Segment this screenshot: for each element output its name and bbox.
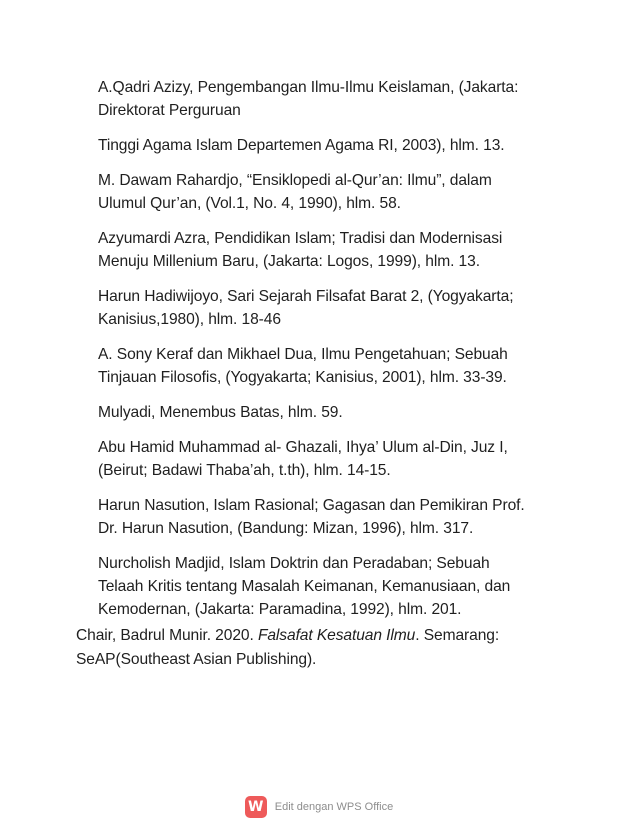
reference-line: Ulumul Qur’an, (Vol.1, No. 4, 1990), hlm. 58. <box>98 195 401 212</box>
reference-line: Mulyadi, Menembus Batas, hlm. 59. <box>98 404 343 421</box>
bibliography-entry <box>76 624 596 672</box>
reference-item <box>98 494 598 540</box>
reference-item <box>98 343 598 389</box>
reference-line: Tinjauan Filosofis, (Yogyakarta; Kanisius, 2001), hlm. 33-39. <box>98 369 507 386</box>
wps-footer[interactable] <box>0 796 638 818</box>
reference-line: A.Qadri Azizy, Pengembangan Ilmu-Ilmu Keislaman, (Jakarta: <box>98 79 519 96</box>
reference-item <box>98 134 598 157</box>
bibliography-title: Falsafat Kesatuan Ilmu <box>257 627 416 644</box>
reference-line: Harun Hadiwijoyo, Sari Sejarah Filsafat Barat 2, (Yogyakarta; <box>98 288 514 305</box>
reference-line: Kanisius,1980), hlm. 18-46 <box>98 311 281 328</box>
reference-line: Tinggi Agama Islam Departemen Agama RI, 2003), hlm. 13. <box>98 137 505 154</box>
wps-logo-icon[interactable]: W <box>245 796 267 818</box>
bibliography-suffix: . Semarang: <box>415 627 500 644</box>
reference-item <box>98 76 598 122</box>
reference-line: Direktorat Perguruan <box>98 102 241 119</box>
reference-line: Menuju Millenium Baru, (Jakarta: Logos, 1999), hlm. 13. <box>98 253 480 270</box>
edit-with-wps-link[interactable]: Edit dengan WPS Office <box>274 801 394 813</box>
reference-item <box>98 401 598 424</box>
reference-line: Telaah Kritis tentang Masalah Keimanan, Kemanusiaan, dan <box>98 578 511 595</box>
reference-line: A. Sony Keraf dan Mikhael Dua, Ilmu Pengetahuan; Sebuah <box>98 346 508 363</box>
bibliography-publisher: SeAP(Southeast Asian Publishing). <box>76 651 317 668</box>
reference-line: (Beirut; Badawi Thaba’ah, t.th), hlm. 14-15. <box>98 462 391 479</box>
reference-item <box>98 436 598 482</box>
reference-line: M. Dawam Rahardjo, “Ensiklopedi al-Qur’an: Ilmu”, dalam <box>98 172 492 189</box>
reference-list <box>98 76 598 633</box>
reference-item <box>98 169 598 215</box>
reference-line: Azyumardi Azra, Pendidikan Islam; Tradisi dan Modernisasi <box>98 230 503 247</box>
reference-item <box>98 552 598 621</box>
reference-item <box>98 227 598 273</box>
reference-line: Abu Hamid Muhammad al- Ghazali, Ihya’ Ulum al-Din, Juz I, <box>98 439 508 456</box>
bibliography-prefix: Chair, Badrul Munir. 2020. <box>76 627 258 644</box>
reference-line: Dr. Harun Nasution, (Bandung: Mizan, 1996), hlm. 317. <box>98 520 474 537</box>
reference-line: Harun Nasution, Islam Rasional; Gagasan dan Pemikiran Prof. <box>98 497 525 514</box>
reference-line: Kemodernan, (Jakarta: Paramadina, 1992), hlm. 201. <box>98 601 462 618</box>
reference-item <box>98 285 598 331</box>
reference-line: Nurcholish Madjid, Islam Doktrin dan Peradaban; Sebuah <box>98 555 490 572</box>
